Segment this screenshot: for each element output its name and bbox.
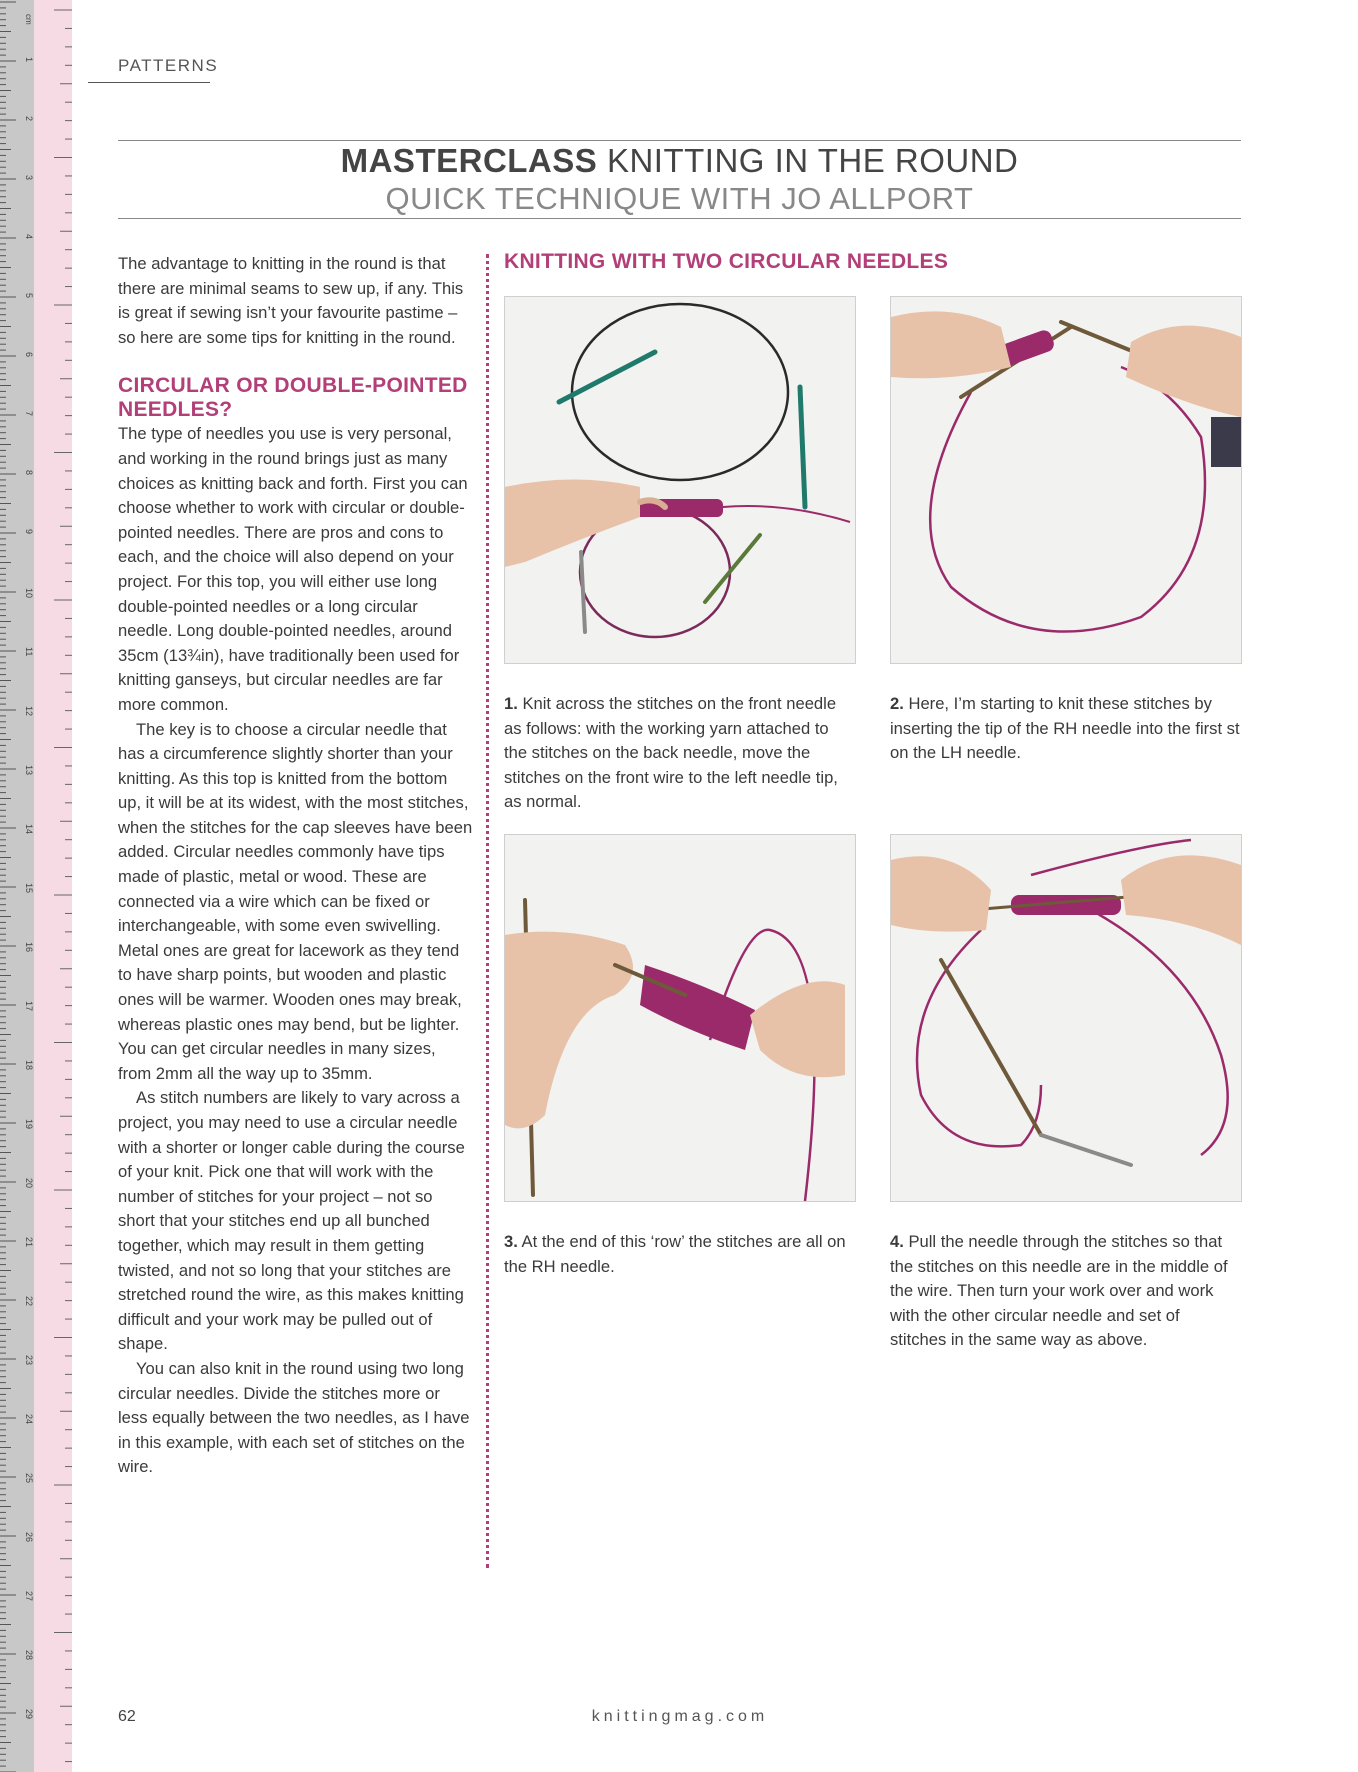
body-paragraph-2: The key is to choose a circular needle that has a circumference slightly shorter than your knitting. As this top is knitted from the bottom up, it will be at its widest, with the most stitches, when the stitches for the cap sleeves have been added. Circular needles commonly have tips made of plastic, metal or wood. These are connected via a wire which can be fixed or interchangeable, with some even swivelling. Metal ones are great for lacework as they tend to have sharp points, but wooden and plastic ones will be warmer. Wooden ones may break, whereas plastic ones may bend, but be lighter. You can get circular needles in many sizes, from 2mm all the way up to 35mm.: [118, 719, 473, 1083]
ruler-cm-number: 14: [24, 824, 34, 835]
step-1-text: Knit across the stitches on the front needle as follows: with the working yarn attached to the stitches on the back needle, move the stitches on the front wire to the left needle tip, as normal.: [504, 694, 838, 812]
page-title: [118, 142, 1241, 180]
ruler-cm-number: 6: [24, 352, 34, 358]
dotted-column-divider: [486, 254, 489, 1568]
section-underline: [88, 82, 210, 83]
title-rest: KNITTING IN THE ROUND: [597, 142, 1019, 179]
body-paragraph-3: As stitch numbers are likely to vary across a project, you may need to use a circular needle with a shorter or longer cable during the course of your knit. Pick one that will work with the number of stitches for your project – not so short that your stitches end up all bunched together, which may result in them getting twisted, and not so long that your stitches are stretched round the wire, as this makes knitting difficult and your work may be pulled out of shape.: [118, 1088, 465, 1354]
step-4-text: Pull the needle through the stitches so that the stitches on this needle are in the middle of the wire. Then turn your work over and work with the other circular needle and set of stitches in the same way as above.: [890, 1232, 1228, 1350]
ruler-unit-label: cm: [24, 14, 33, 25]
ruler-cm-number: 2: [24, 116, 34, 122]
ruler-cm-number: 13: [24, 765, 34, 776]
step-4-caption: [890, 1230, 1240, 1353]
ruler-cm-number: 10: [24, 588, 34, 599]
step-3-photo: [504, 834, 856, 1202]
ruler-cm-number: 15: [24, 883, 34, 894]
step-3-text: At the end of this ‘row’ the stitches are all on the RH needle.: [504, 1232, 846, 1276]
step-3-number: 3.: [504, 1232, 518, 1251]
step-3-illustration: [505, 835, 855, 1201]
step-4-illustration: [891, 835, 1241, 1201]
ruler-cm-number: 23: [24, 1355, 34, 1366]
ruler-cm-number: 22: [24, 1296, 34, 1307]
ruler-cm-number: 27: [24, 1591, 34, 1602]
body-paragraph-4: You can also knit in the round using two long circular needles. Divide the stitches more or less equally between the two needles, as I have in this example, with each set of stitches on the wire.: [118, 1358, 470, 1477]
ruler-cm-number: 1: [24, 57, 34, 63]
ruler-cm-number: 20: [24, 1178, 34, 1189]
ruler-cm-number: 9: [24, 529, 34, 535]
ruler-ticks: [0, 0, 72, 1772]
ruler-cm-number: 17: [24, 1001, 34, 1012]
ruler-cm-number: 5: [24, 293, 34, 299]
step-3-caption: [504, 1230, 854, 1279]
ruler-cm-number: 26: [24, 1532, 34, 1543]
ruler-cm-number: 8: [24, 470, 34, 476]
step-2-text: Here, I’m starting to knit these stitches by inserting the tip of the RH needle into the first st on the LH needle.: [890, 694, 1240, 763]
step-4-number: 4.: [890, 1232, 904, 1251]
section-label: PATTERNS: [118, 56, 219, 75]
ruler-cm-number: 18: [24, 1060, 34, 1071]
step-2-caption: [890, 692, 1240, 766]
ruler-cm-number: 25: [24, 1473, 34, 1484]
body-paragraph-1: The type of needles you use is very personal, and working in the round brings just as many choices as knitting back and forth. First you can choose whether to work with circular or double-pointed needles. There are pros and cons to each, and the choice will also depend on your project. For this top, you will either use long double-pointed needles or a long circular needle. Long double-pointed needles, around 35cm (13¾in), have traditionally been used for knitting ganseys, but circular needles are far more common.: [118, 424, 468, 714]
ruler-cm-number: 19: [24, 1119, 34, 1130]
title-top-rule: [118, 140, 1241, 141]
ruler-cm-number: 4: [24, 234, 34, 240]
intro-paragraph: The advantage to knitting in the round is that there are minimal seams to sew up, if any. This is great if sewing isn’t your favourite pastime – so here are some tips for knitting in the round.: [118, 254, 464, 347]
ruler-cm-number: 21: [24, 1237, 34, 1248]
step-2-number: 2.: [890, 694, 904, 713]
site-url: knittingmag.com: [591, 1708, 769, 1725]
title-bottom-rule: [118, 218, 1241, 219]
ruler-cm-number: 3: [24, 175, 34, 181]
ruler-cm-number: 11: [24, 647, 34, 657]
ruler-cm-number: 12: [24, 706, 34, 717]
ruler-cm-number: 24: [24, 1414, 34, 1425]
step-2-illustration: [891, 297, 1241, 663]
circular-or-dpn-heading: CIRCULAR OR DOUBLE-POINTED NEEDLES?: [118, 374, 468, 422]
page-subtitle: QUICK TECHNIQUE WITH JO ALLPORT: [385, 181, 974, 216]
step-4-photo: [890, 834, 1242, 1202]
ruler-cm-number: 16: [24, 942, 34, 953]
two-circular-needles-heading: KNITTING WITH TWO CIRCULAR NEEDLES: [504, 250, 949, 273]
left-column: [118, 252, 473, 1480]
ruler-cm-number: 28: [24, 1650, 34, 1661]
side-ruler: [0, 0, 72, 1772]
ruler-cm-number: 7: [24, 411, 34, 417]
step-1-photo: [504, 296, 856, 664]
step-2-photo: [890, 296, 1242, 664]
step-1-caption: [504, 692, 854, 815]
title-bold: MASTERCLASS: [340, 142, 598, 179]
step-1-number: 1.: [504, 694, 518, 713]
step-1-illustration: [505, 297, 855, 663]
page-number: 62: [118, 1708, 136, 1725]
ruler-cm-number: 29: [24, 1709, 34, 1720]
